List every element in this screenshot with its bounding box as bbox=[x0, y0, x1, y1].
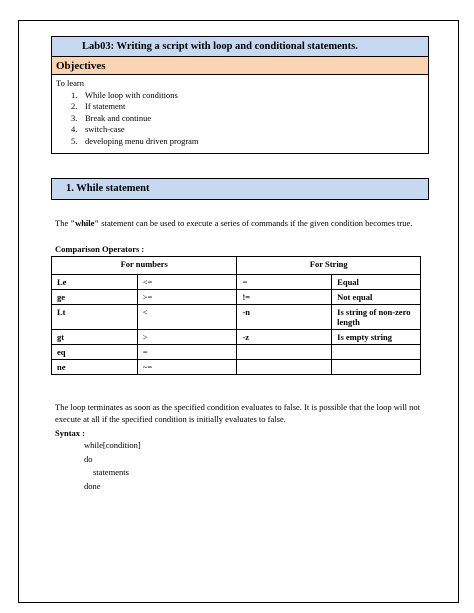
syntax-heading: Syntax : bbox=[55, 428, 85, 438]
lab-header-box bbox=[51, 36, 429, 154]
table-cell: ~= bbox=[137, 360, 237, 375]
objectives-intro: To learn bbox=[56, 78, 84, 88]
table-cell: eq bbox=[52, 345, 138, 360]
table-row bbox=[52, 360, 421, 375]
section-heading: 1. While statement bbox=[51, 178, 429, 200]
table-cell: -n bbox=[237, 305, 332, 330]
table-header-row bbox=[52, 257, 421, 275]
table-row bbox=[52, 275, 421, 290]
table-cell: Le bbox=[52, 275, 138, 290]
while-description: The "while" statement can be used to execute a series of commands if the given condition becomes true. bbox=[55, 218, 413, 228]
code-line: while[condition] bbox=[84, 440, 141, 450]
table-row bbox=[52, 330, 421, 345]
table-row bbox=[52, 345, 421, 360]
column-header: For String bbox=[237, 257, 421, 275]
objectives-body bbox=[52, 75, 428, 150]
list-item: 4. switch-case bbox=[71, 124, 125, 134]
table-cell: Is string of non-zero length bbox=[332, 305, 421, 330]
table-cell: Equal bbox=[332, 275, 421, 290]
syntax-code-block bbox=[84, 439, 141, 493]
objectives-heading: Objectives bbox=[52, 57, 428, 75]
table-cell: ge bbox=[52, 290, 138, 305]
table-cell: > bbox=[137, 330, 237, 345]
table-cell bbox=[332, 345, 421, 360]
objectives-list bbox=[56, 90, 424, 148]
table-cell: Is empty string bbox=[332, 330, 421, 345]
list-item: 3. Break and continue bbox=[71, 112, 152, 123]
table-cell: != bbox=[237, 290, 332, 305]
table-cell: Not equal bbox=[332, 290, 421, 305]
table-cell: = bbox=[237, 275, 332, 290]
table-cell bbox=[237, 360, 332, 375]
column-header: For numbers bbox=[52, 257, 237, 275]
lab-title: Lab03: Writing a script with loop and conditional statements. bbox=[52, 37, 428, 57]
list-item: 1. While loop with conditions bbox=[71, 89, 178, 100]
table-cell: gt bbox=[52, 330, 138, 345]
table-cell: <= bbox=[137, 275, 237, 290]
table-cell bbox=[332, 360, 421, 375]
comparison-operators-table bbox=[51, 256, 421, 375]
code-line: statements bbox=[93, 467, 129, 477]
table-cell: = bbox=[137, 345, 237, 360]
code-line: do bbox=[84, 453, 93, 464]
table-cell: Lt bbox=[52, 305, 138, 330]
list-item: 2. If statement bbox=[71, 101, 126, 111]
table-cell: >= bbox=[137, 290, 237, 305]
table-cell: ne bbox=[52, 360, 138, 375]
table-row bbox=[52, 290, 421, 305]
loop-termination-text: The loop terminates as soon as the specified condition evaluates to false. It is possible that the loop will not execute at all if the specified condition is initially evaluates to false. bbox=[55, 402, 420, 424]
table-row bbox=[52, 305, 421, 330]
list-item: 5. developing menu driven program bbox=[71, 135, 199, 146]
table-cell: < bbox=[137, 305, 237, 330]
comparison-operators-heading: Comparison Operators : bbox=[55, 244, 145, 254]
code-line: done bbox=[84, 480, 101, 491]
table-cell: -z bbox=[237, 330, 332, 345]
table-cell bbox=[237, 345, 332, 360]
